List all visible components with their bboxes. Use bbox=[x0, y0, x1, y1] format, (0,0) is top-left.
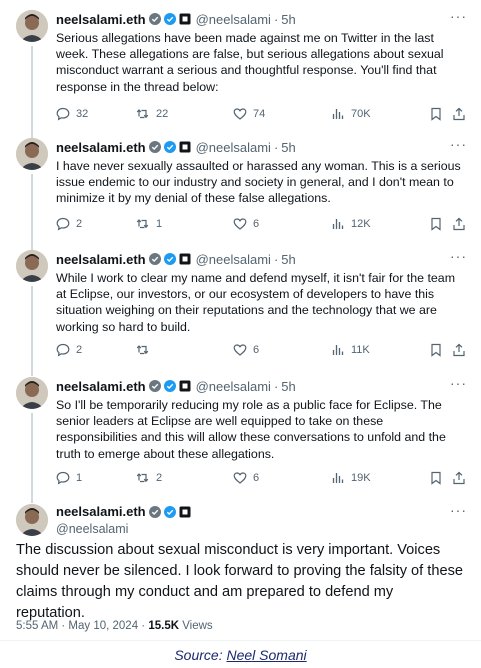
display-name[interactable]: neelsalami.eth bbox=[56, 139, 146, 155]
thread-line bbox=[31, 174, 33, 250]
avatar[interactable] bbox=[16, 10, 48, 42]
source-caption bbox=[0, 647, 481, 663]
handle[interactable]: @neelsalami bbox=[195, 378, 271, 394]
more-options-icon[interactable]: ··· bbox=[450, 8, 467, 24]
affiliate-badge-icon bbox=[179, 13, 191, 25]
timestamp[interactable]: 5h bbox=[281, 139, 296, 155]
views-count: 19K bbox=[351, 472, 371, 484]
grey-verified-icon bbox=[149, 13, 161, 25]
like-count: 6 bbox=[253, 218, 260, 230]
like-button[interactable] bbox=[233, 342, 259, 358]
tweet-header bbox=[56, 10, 296, 28]
divider bbox=[0, 640, 481, 641]
tweet-text: Serious allegations have been made against me on Twitter in the last week. These allegations are false, but serious allegations about sexual misconduct warrant a serious and thoughtful response. You'll find that response in the thread below: bbox=[56, 31, 444, 94]
views-button[interactable] bbox=[331, 106, 371, 122]
grey-verified-icon bbox=[149, 141, 161, 153]
tweet-header bbox=[56, 138, 296, 156]
grey-verified-icon bbox=[149, 506, 161, 518]
heart-icon bbox=[233, 343, 247, 357]
bookmark-button[interactable] bbox=[429, 106, 443, 122]
avatar[interactable] bbox=[16, 377, 48, 409]
tweet-4[interactable] bbox=[0, 377, 481, 497]
bookmark-button[interactable] bbox=[429, 216, 443, 232]
reply-icon bbox=[56, 217, 70, 231]
tweet-text: While I work to clear my name and defend myself, it isn't fair for the team at Eclipse, our investors, or our ecosystem of developers to have this situation weighing on their reputations and the technology that we are working so hard to build. bbox=[56, 271, 456, 334]
views-chart-icon bbox=[331, 343, 345, 357]
affiliate-badge-icon bbox=[179, 141, 191, 153]
blue-verified-icon bbox=[164, 13, 176, 25]
share-icon bbox=[452, 217, 466, 231]
more-options-icon[interactable]: ··· bbox=[450, 248, 467, 264]
action-bar bbox=[56, 216, 467, 232]
share-icon bbox=[452, 107, 466, 121]
tweet-header bbox=[56, 377, 296, 395]
bookmark-icon bbox=[429, 343, 443, 357]
bookmark-button[interactable] bbox=[429, 470, 443, 486]
separator-dot: · bbox=[273, 11, 279, 27]
reply-count: 1 bbox=[76, 472, 83, 484]
views-count: 12K bbox=[351, 218, 371, 230]
views-chart-icon bbox=[331, 471, 345, 485]
views-button[interactable] bbox=[331, 216, 371, 232]
profile-photo bbox=[16, 138, 48, 170]
views-chart-icon bbox=[331, 217, 345, 231]
views-count: 70K bbox=[351, 108, 371, 120]
thread-line bbox=[31, 286, 33, 376]
more-options-icon[interactable]: ··· bbox=[450, 136, 467, 152]
blue-verified-icon bbox=[164, 380, 176, 392]
repost-count: 22 bbox=[156, 108, 169, 120]
tweet-2[interactable] bbox=[0, 138, 481, 238]
handle[interactable]: @neelsalami bbox=[195, 11, 271, 27]
display-name[interactable]: neelsalami.eth bbox=[56, 11, 146, 27]
profile-photo bbox=[16, 504, 48, 536]
like-button[interactable] bbox=[233, 216, 259, 232]
share-button[interactable] bbox=[452, 216, 466, 232]
reply-count: 2 bbox=[76, 218, 83, 230]
views-button[interactable] bbox=[331, 470, 371, 486]
repost-icon bbox=[136, 217, 150, 231]
heart-icon bbox=[233, 107, 247, 121]
handle[interactable]: @neelsalami bbox=[56, 522, 129, 536]
handle[interactable]: @neelsalami bbox=[195, 251, 271, 267]
grey-verified-icon bbox=[149, 253, 161, 265]
tweet-text: So I'll be temporarily reducing my role as a public face for Eclipse. The senior leaders at Eclipse are well equipped to take on these responsibilities and this will allow these conversations to unfold and the truth to emerge about these allegations. bbox=[56, 398, 446, 461]
repost-icon bbox=[136, 343, 150, 357]
source-label: Source: bbox=[174, 647, 227, 663]
repost-icon bbox=[136, 471, 150, 485]
reply-icon bbox=[56, 107, 70, 121]
reply-button[interactable] bbox=[56, 342, 82, 358]
action-bar bbox=[56, 342, 467, 358]
focused-tweet-text: The discussion about sexual misconduct is very important. Voices should never be silenced. I look forward to proving the falsity of these claims through my conduct and am prepared to defend my reputation. bbox=[16, 542, 463, 621]
tweet-3[interactable] bbox=[0, 250, 481, 370]
repost-button[interactable] bbox=[136, 342, 156, 358]
thread-line bbox=[31, 46, 33, 138]
timestamp[interactable]: 5h bbox=[281, 11, 296, 27]
source-link[interactable]: Neel Somani bbox=[226, 647, 307, 663]
profile-photo bbox=[16, 377, 48, 409]
thread-line bbox=[31, 413, 33, 503]
blue-verified-icon bbox=[164, 506, 176, 518]
post-timestamp[interactable]: 5:55 AM · May 10, 2024 · bbox=[16, 620, 149, 632]
tweet-text: I have never sexually assaulted or harassed any woman. This is a serious issue endemic to our industry and society in general, and I don't mean to minimize it by my denial of these false allegations. bbox=[56, 159, 461, 206]
views-total: 15.5K bbox=[148, 620, 180, 632]
reply-count: 2 bbox=[76, 344, 83, 356]
tweet-header bbox=[56, 250, 296, 268]
timestamp[interactable]: 5h bbox=[281, 251, 296, 267]
reply-icon bbox=[56, 343, 70, 357]
display-name[interactable]: neelsalami.eth bbox=[56, 504, 146, 519]
avatar[interactable] bbox=[16, 138, 48, 170]
like-count: 74 bbox=[253, 108, 266, 120]
reply-button[interactable] bbox=[56, 216, 82, 232]
bookmark-button[interactable] bbox=[429, 342, 443, 358]
display-name[interactable]: neelsalami.eth bbox=[56, 251, 146, 267]
repost-count: 2 bbox=[156, 472, 163, 484]
repost-button[interactable] bbox=[136, 216, 162, 232]
like-button[interactable] bbox=[233, 470, 259, 486]
timestamp[interactable]: 5h bbox=[281, 378, 296, 394]
repost-count: 1 bbox=[156, 218, 163, 230]
reply-icon bbox=[56, 471, 70, 485]
separator-dot: · bbox=[273, 378, 279, 394]
grey-verified-icon bbox=[149, 380, 161, 392]
repost-icon bbox=[136, 107, 150, 121]
focused-tweet[interactable] bbox=[0, 504, 481, 544]
like-count: 6 bbox=[253, 472, 260, 484]
tweet-metadata bbox=[16, 620, 213, 632]
share-button[interactable] bbox=[452, 342, 466, 358]
affiliate-badge-icon bbox=[179, 506, 191, 518]
views-button[interactable] bbox=[331, 342, 370, 358]
bookmark-icon bbox=[429, 107, 443, 121]
views-chart-icon bbox=[331, 107, 345, 121]
action-bar bbox=[56, 106, 467, 122]
profile-photo bbox=[16, 250, 48, 282]
tweet-1[interactable] bbox=[0, 10, 481, 132]
separator-dot: · bbox=[273, 251, 279, 267]
heart-icon bbox=[233, 471, 247, 485]
repost-button[interactable] bbox=[136, 470, 162, 486]
more-options-icon[interactable]: ··· bbox=[450, 502, 467, 518]
more-options-icon[interactable]: ··· bbox=[450, 375, 467, 391]
share-icon bbox=[452, 471, 466, 485]
reply-button[interactable] bbox=[56, 470, 82, 486]
reply-count: 32 bbox=[76, 108, 89, 120]
share-button[interactable] bbox=[452, 470, 466, 486]
display-name[interactable]: neelsalami.eth bbox=[56, 378, 146, 394]
affiliate-badge-icon bbox=[179, 380, 191, 392]
like-button[interactable] bbox=[233, 106, 265, 122]
repost-button[interactable] bbox=[136, 106, 168, 122]
bookmark-icon bbox=[429, 471, 443, 485]
display-name-row bbox=[56, 504, 191, 519]
share-button[interactable] bbox=[452, 106, 466, 122]
affiliate-badge-icon bbox=[179, 253, 191, 265]
profile-photo bbox=[16, 10, 48, 42]
share-icon bbox=[452, 343, 466, 357]
views-label: Views bbox=[179, 620, 213, 632]
handle[interactable]: @neelsalami bbox=[195, 139, 271, 155]
reply-button[interactable] bbox=[56, 106, 88, 122]
avatar[interactable] bbox=[16, 504, 48, 536]
heart-icon bbox=[233, 217, 247, 231]
views-count: 11K bbox=[351, 344, 370, 356]
avatar[interactable] bbox=[16, 250, 48, 282]
blue-verified-icon bbox=[164, 253, 176, 265]
bookmark-icon bbox=[429, 217, 443, 231]
separator-dot: · bbox=[273, 139, 279, 155]
like-count: 6 bbox=[253, 344, 260, 356]
blue-verified-icon bbox=[164, 141, 176, 153]
action-bar bbox=[56, 470, 467, 486]
